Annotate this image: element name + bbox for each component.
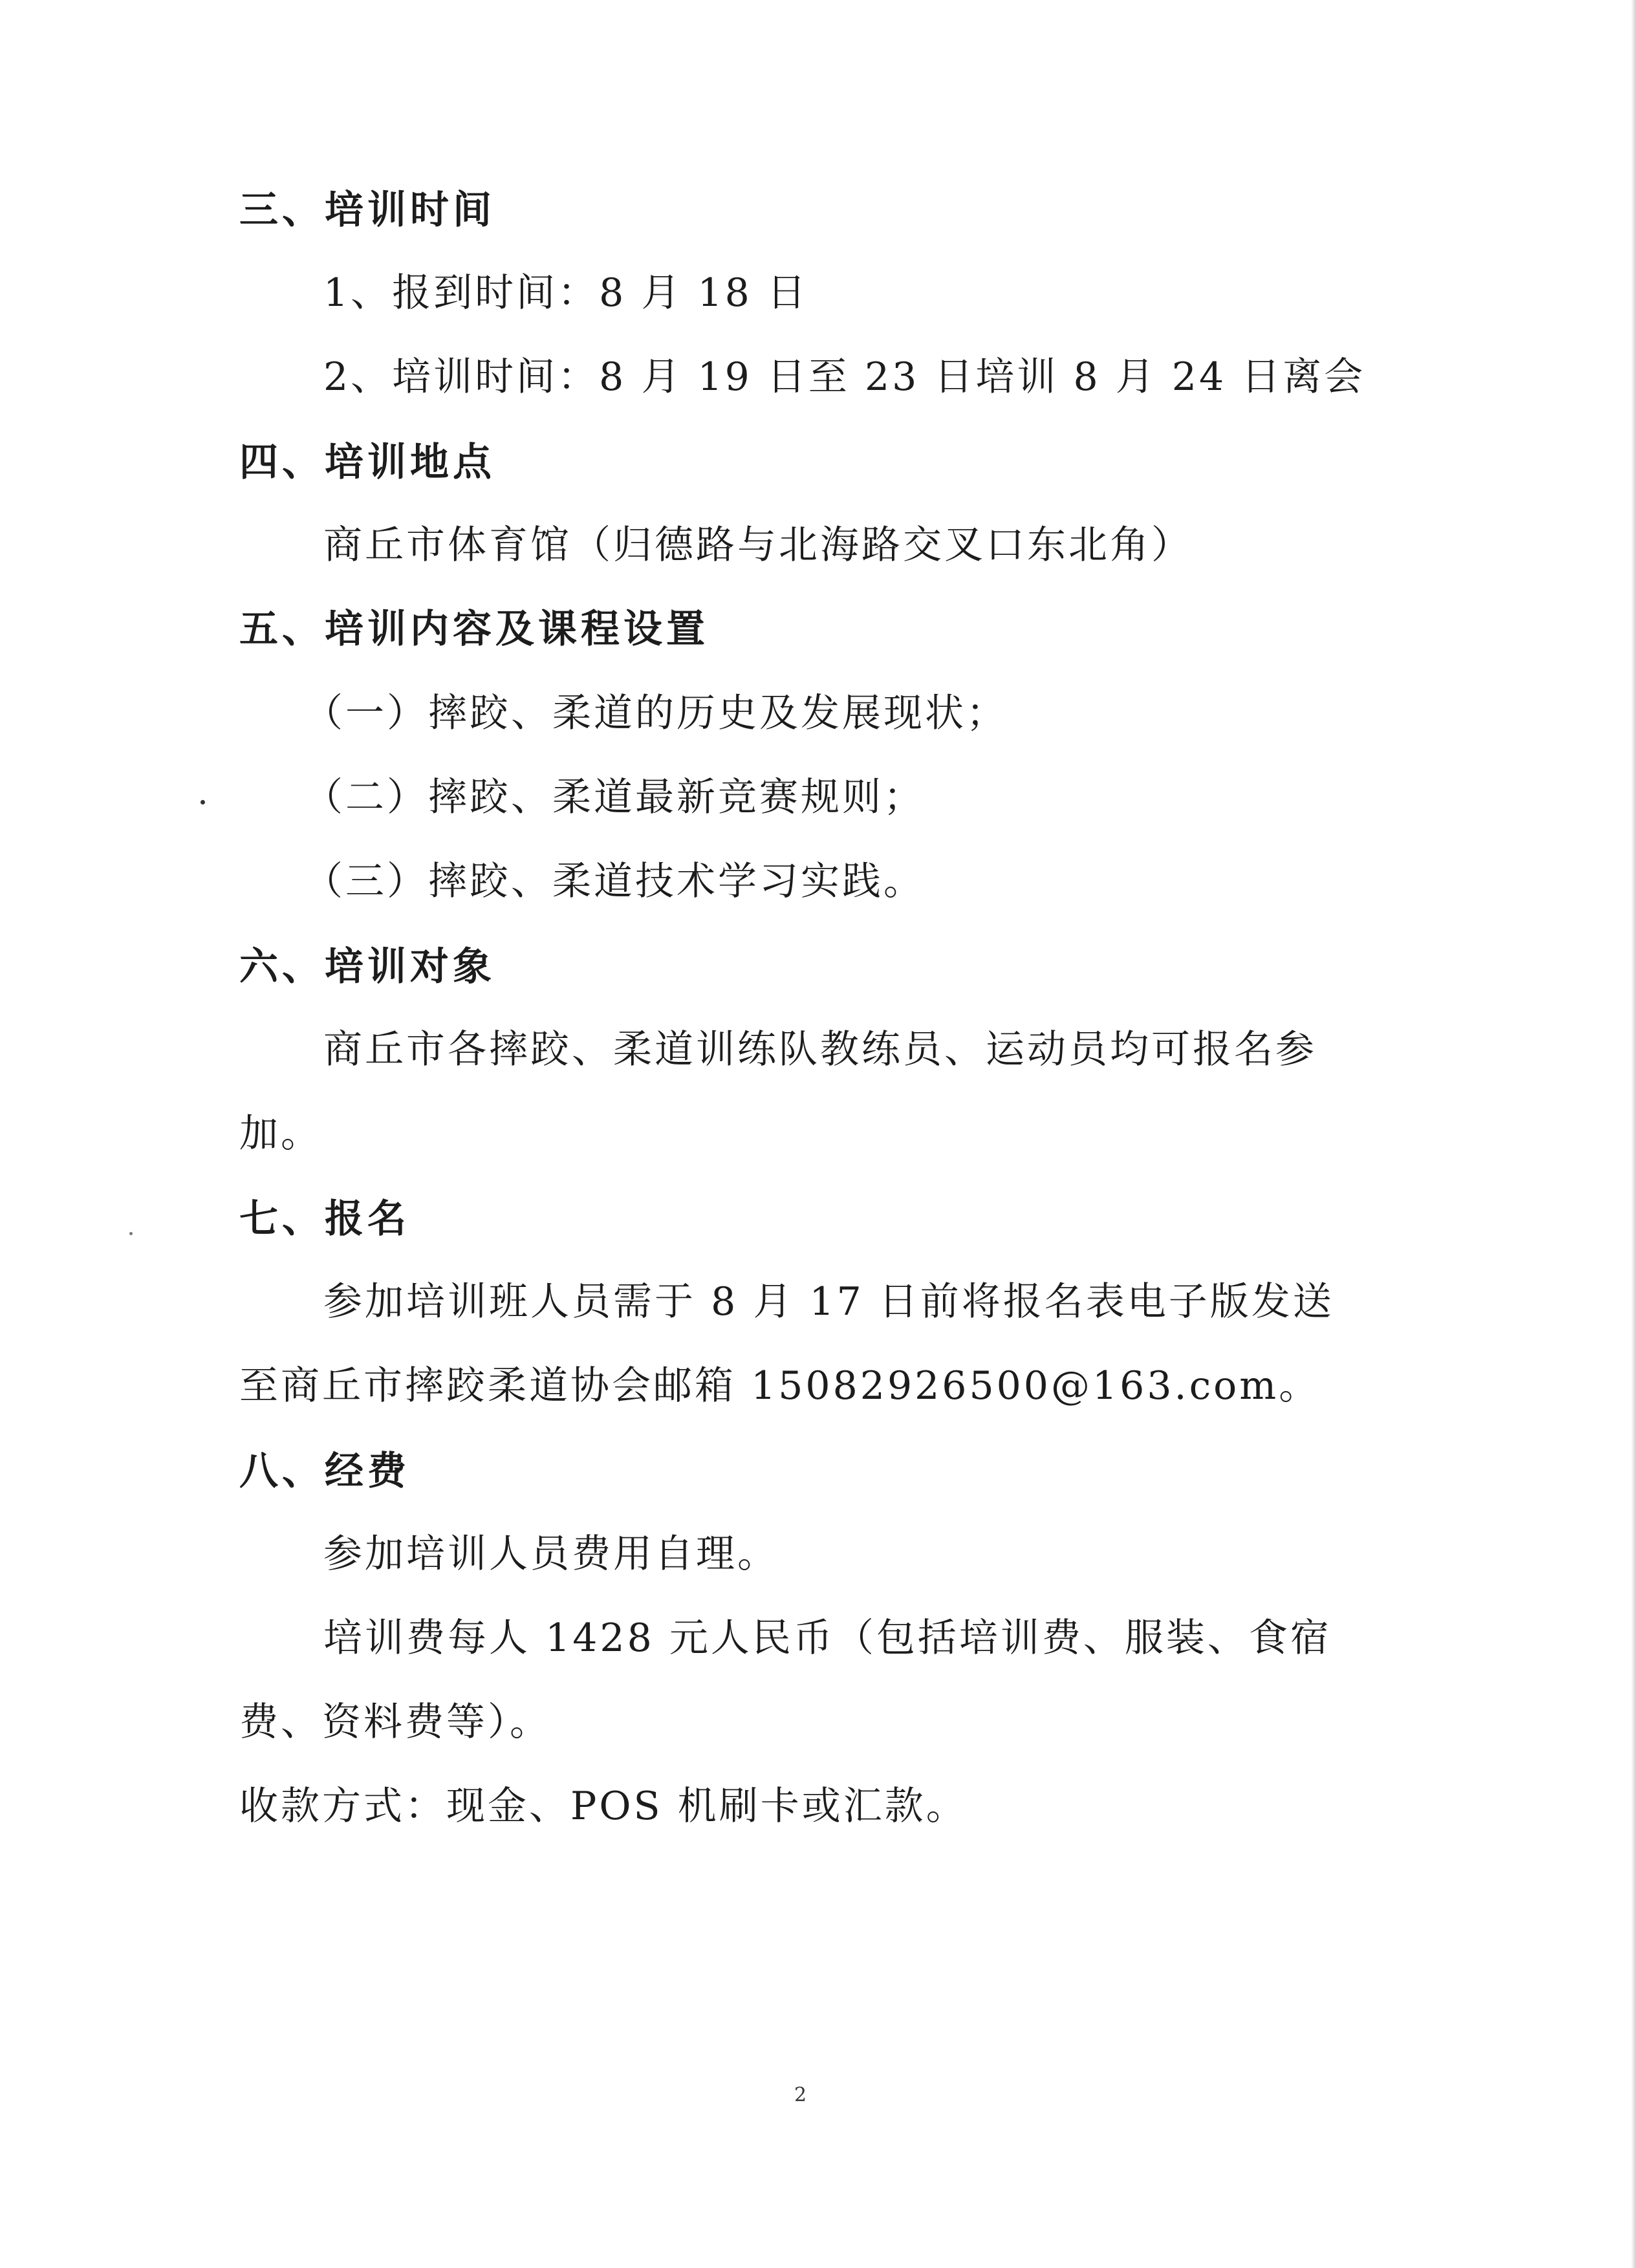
section-heading-training-location: 四、培训地点 xyxy=(239,440,495,485)
training-target-text: 商丘市各摔跤、柔道训练队教练员、运动员均可报名参 xyxy=(323,1027,1317,1072)
payment-method-text: 收款方式：现金、POS 机刷卡或汇款。 xyxy=(239,1784,968,1829)
section-heading-course-content: 五、培训内容及课程设置 xyxy=(239,607,709,652)
section-heading-expenses: 八、经费 xyxy=(239,1449,410,1494)
course-item-practice: （三）摔跤、柔道技术学习实践。 xyxy=(304,859,925,904)
training-fee-text: 培训费每人 1428 元人民币（包括培训费、服装、食宿 xyxy=(323,1615,1332,1661)
registration-email-text: 至商丘市摔跤柔道协会邮箱 15082926500@163.com。 xyxy=(239,1363,1321,1409)
page-number: 2 xyxy=(794,2084,807,2106)
page-edge-shadow xyxy=(1631,0,1635,2268)
registration-text: 参加培训班人员需于 8 月 17 日前将报名表电子版发送 xyxy=(323,1279,1334,1324)
training-fee-text-cont: 费、资料费等）。 xyxy=(239,1700,551,1745)
course-item-rules: （二）摔跤、柔道最新竞赛规则； xyxy=(304,775,925,820)
training-time-item: 2、培训时间：8 月 19 日至 23 日培训 8 月 24 日离会 xyxy=(323,354,1366,400)
expenses-self-paid-text: 参加培训人员费用自理。 xyxy=(323,1531,779,1577)
scan-speck xyxy=(200,800,205,805)
section-heading-training-target: 六、培训对象 xyxy=(239,944,495,989)
course-item-history: （一）摔跤、柔道的历史及发展现状； xyxy=(304,691,1008,736)
training-target-text-cont: 加。 xyxy=(239,1111,322,1156)
scan-speck xyxy=(129,1232,133,1235)
section-heading-training-time: 三、培训时间 xyxy=(239,188,495,233)
section-heading-registration: 七、报名 xyxy=(239,1196,410,1242)
training-location-text: 商丘市体育馆（归德路与北海路交叉口东北角） xyxy=(323,523,1193,568)
report-time-item: 1、报到时间：8 月 18 日 xyxy=(323,270,808,316)
